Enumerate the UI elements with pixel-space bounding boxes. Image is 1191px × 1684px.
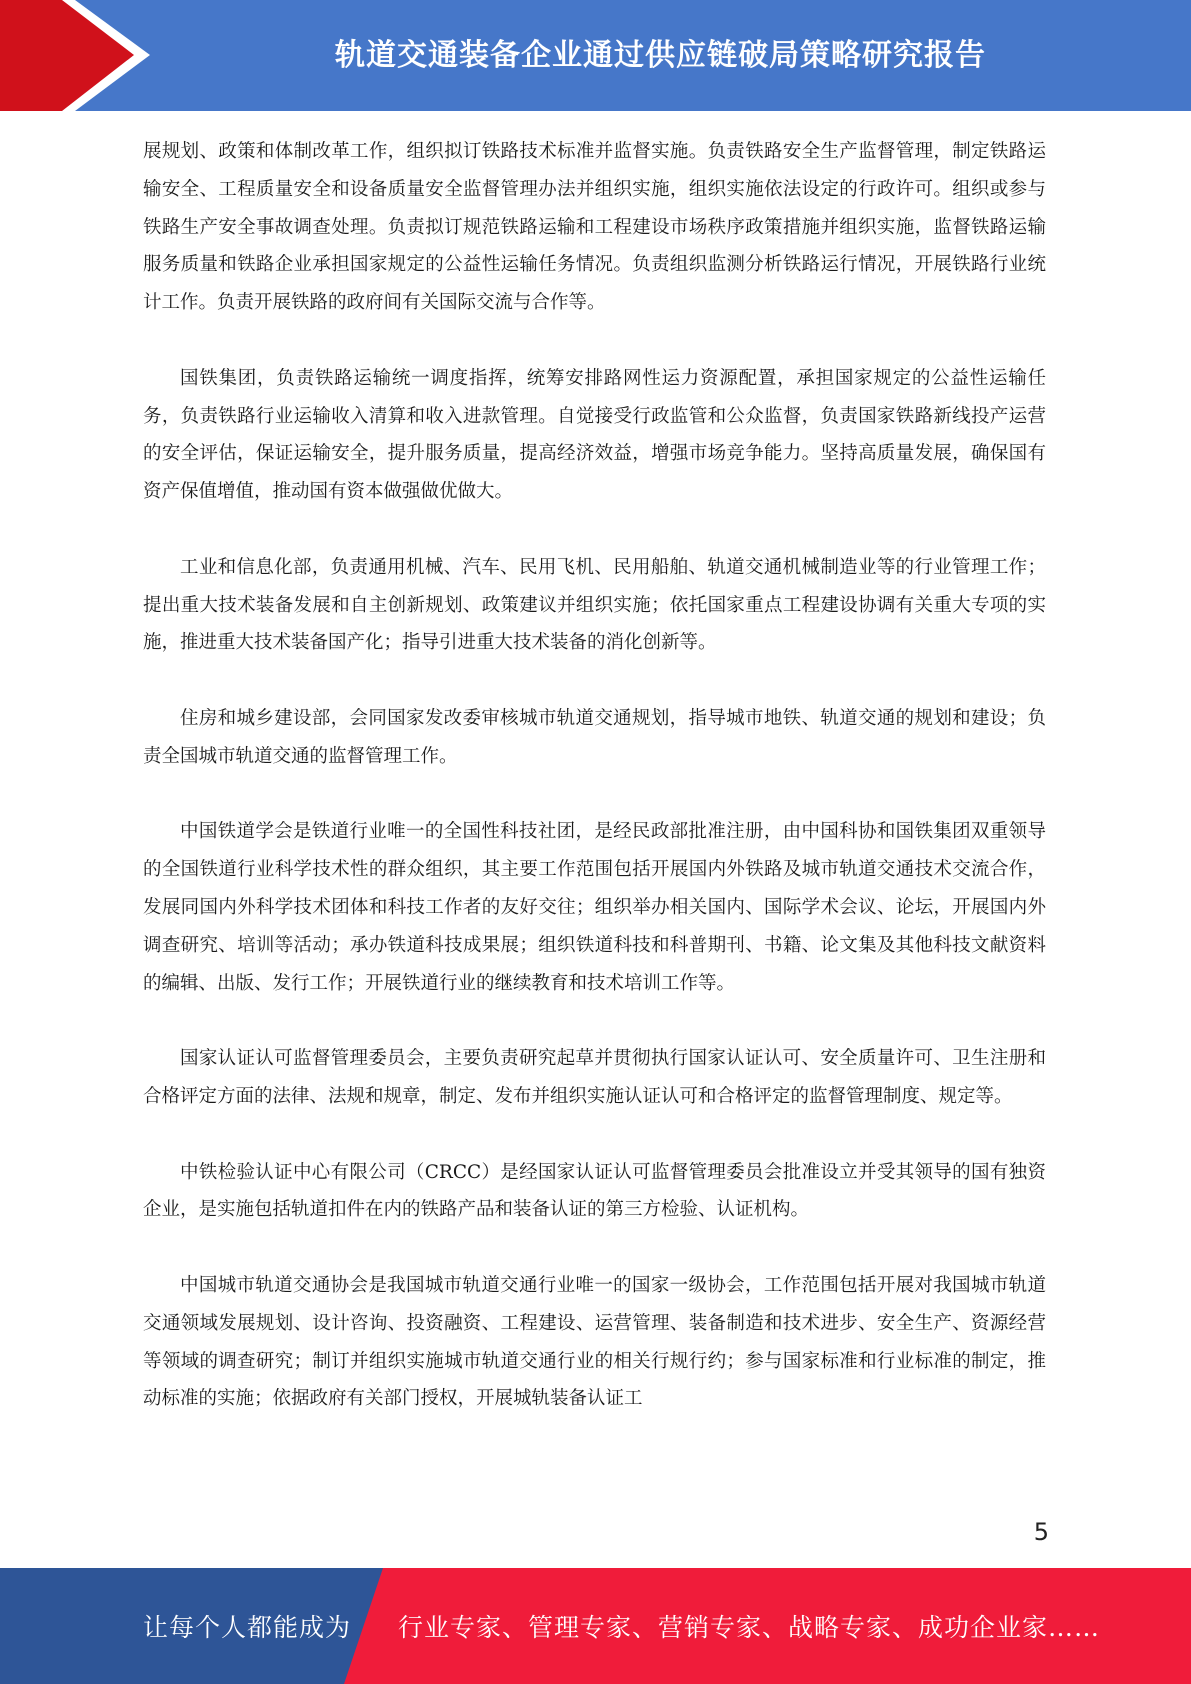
paragraph-8: 中国城市轨道交通协会是我国城市轨道交通行业唯一的国家一级协会，工作范围包括开展对我国城市轨道交通领域发展规划、设计咨询、投资融资、工程建设、运营管理、装备制造和技术进步、安全生产、资源经营等领域的调查研究；制订并组织实施城市轨道交通行业的相关行规行约；参与国家标准和行业标准的制定，推动标准的实施；依据政府有关部门授权，开展城轨装备认证工: [143, 1274, 1046, 1410]
report-title: 轨道交通装备企业通过供应链破局策略研究报告: [335, 38, 986, 73]
paragraph-4: 住房和城乡建设部，会同国家发改委审核城市轨道交通规划，指导城市地铁、轨道交通的规划和建设；负责全国城市轨道交通的监督管理工作。: [143, 707, 1046, 767]
body-text: [143, 133, 1046, 1456]
page-footer: [0, 1568, 1191, 1684]
footer-slogan-left: 让每个人都能成为: [143, 1613, 352, 1642]
paragraph-3: 工业和信息化部，负责通用机械、汽车、民用飞机、民用船舶、轨道交通机械制造业等的行业管理工作；提出重大技术装备发展和自主创新规划、政策建议并组织实施；依托国家重点工程建设协调有关重大专项的实施，推进重大技术装备国产化；指导引进重大技术装备的消化创新等。: [143, 556, 1046, 654]
paragraph-1: 展规划、政策和体制改革工作，组织拟订铁路技术标准并监督实施。负责铁路安全生产监督管理，制定铁路运输安全、工程质量安全和设备质量安全监督管理办法并组织实施，组织实施依法设定的行政许可。组织或参与铁路生产安全事故调查处理。负责拟订规范铁路运输和工程建设市场秩序政策措施并组织实施，监督铁路运输服务质量和铁路企业承担国家规定的公益性运输任务情况。负责组织监测分析铁路运行情况，开展铁路行业统计工作。负责开展铁路的政府间有关国际交流与合作等。: [143, 141, 1046, 314]
paragraph-7: 中铁检验认证中心有限公司（CRCC）是经国家认证认可监督管理委员会批准设立并受其领导的国有独资企业，是实施包括轨道扣件在内的铁路产品和装备认证的第三方检验、认证机构。: [143, 1161, 1046, 1221]
page-number: 5: [1033, 1518, 1049, 1546]
footer-slogan-right: 行业专家、管理专家、营销专家、战略专家、成功企业家……: [398, 1613, 1101, 1642]
paragraph-5: 中国铁道学会是铁道行业唯一的全国性科技社团，是经民政部批准注册，由中国科协和国铁集团双重领导的全国铁道行业科学技术性的群众组织，其主要工作范围包括开展国内外铁路及城市轨道交通技术交流合作，发展同国内外科学技术团体和科技工作者的友好交往；组织举办相关国内、国际学术会议、论坛，开展国内外调查研究、培训等活动；承办铁道科技成果展；组织铁道科技和科普期刊、书籍、论文集及其他科技文献资料的编辑、出版、发行工作；开展铁道行业的继续教育和技术培训工作等。: [143, 821, 1046, 994]
page-header: [0, 0, 1191, 111]
paragraph-6: 国家认证认可监督管理委员会，主要负责研究起草并贯彻执行国家认证认可、安全质量许可、卫生注册和合格评定方面的法律、法规和规章，制定、发布并组织实施认证认可和合格评定的监督管理制度、规定等。: [143, 1048, 1046, 1107]
paragraph-2: 国铁集团，负责铁路运输统一调度指挥，统筹安排路网性运力资源配置，承担国家规定的公益性运输任务，负责铁路行业运输收入清算和收入进款管理。自觉接受行政监管和公众监督，负责国家铁路新线投产运营的安全评估，保证运输安全，提升服务质量，提高经济效益，增强市场竞争能力。坚持高质量发展，确保国有资产保值增值，推动国有资本做强做优做大。: [143, 367, 1046, 503]
